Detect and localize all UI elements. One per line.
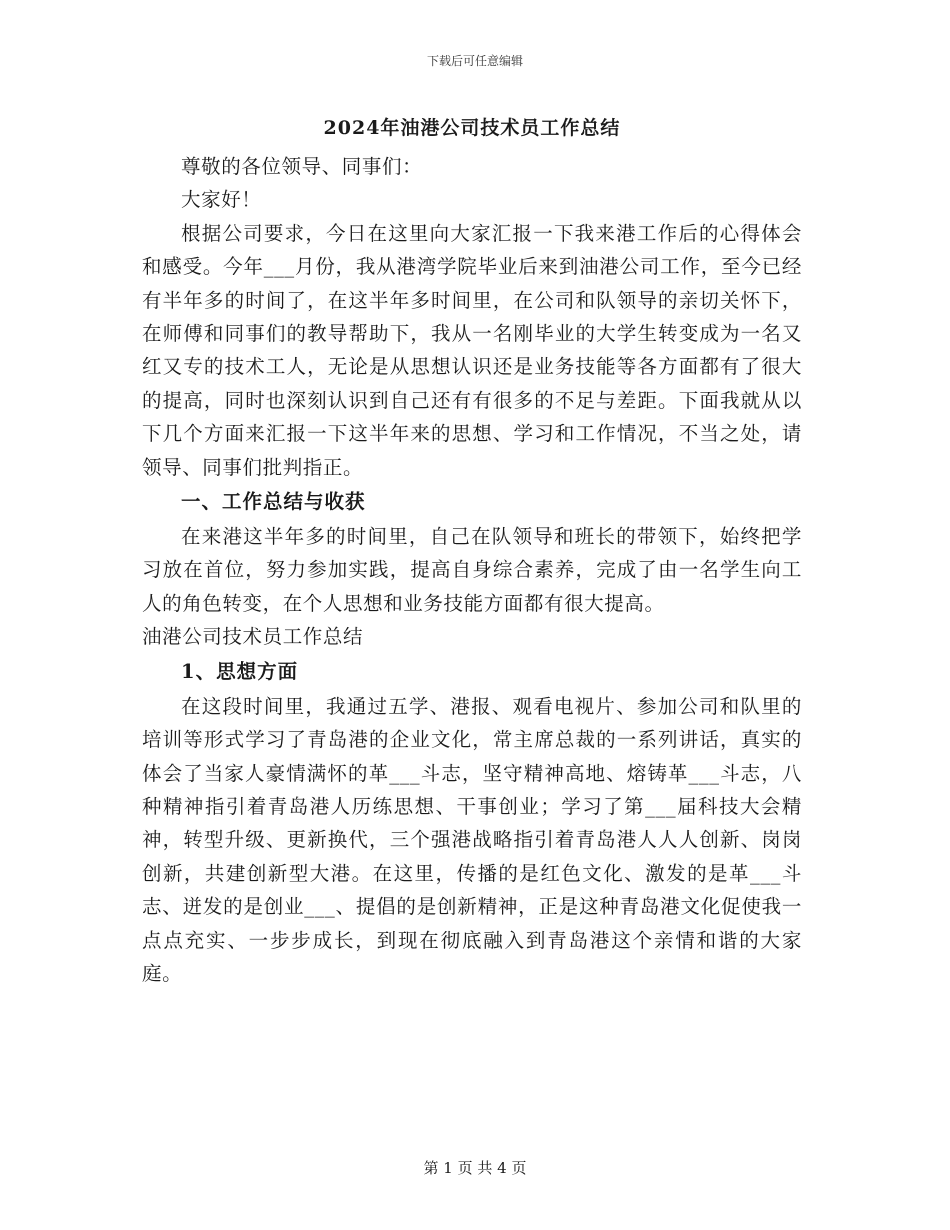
greeting: 大家好！ <box>181 188 262 212</box>
page-header-note: 下载后可任意编辑 <box>426 54 523 68</box>
subsection-paragraph-thought: 在这段时间里，我通过五学、港报、观看电视片、参加公司和队里的培训等形式学习了青岛港的企业文化，常主席总裁的一系列讲话，真实的体会了当家人豪情满怀的革___斗志，坚守精神高地、熔铸革___斗志，八种精神指引着青岛港人历练思想、干事创业；学习了第___届科技大会精神，转型升级、更新换代，三个强港战略指引着青岛港人人人创新、岗岗创新，共建创新型大港。在这里，传播的是红色文化、激发的是革___斗志、迸发的是创业___、提倡的是创新精神，正是这种青岛港文化促使我一点点充实、一步步成长，到现在彻底融入到青岛港这个亲情和谐的大家庭。 <box>142 694 802 985</box>
salutation: 尊敬的各位领导、同事们： <box>181 155 423 178</box>
intro-paragraph: 根据公司要求，今日在这里向大家汇报一下我来港工作后的心得体会和感受。今年___月份，我从港湾学院毕业后来到油港公司工作，至今已经有半年多的时间了，在这半年多时间里，在公司和队领导的亲切关怀下，在师傅和同事们的教导帮助下，我从一名刚毕业的大学生转变成为一名又红又专的技术工人，无论是从思想认识还是业务技能等各方面都有了很大的提高，同时也深刻认识到自己还有有很多的不足与差距。下面我就从以下几个方面来汇报一下这半年来的思想、学习和工作情况，不当之处，请领导、同事们批判指正。 <box>142 221 802 479</box>
subsection-heading-thought: 1、思想方面 <box>181 659 299 683</box>
page-footer: 第 1 页 共 4 页 <box>423 1159 527 1177</box>
section-heading-work-summary: 一、工作总结与收获 <box>181 490 366 514</box>
inline-title: 油港公司技术员工作总结 <box>142 625 364 649</box>
document-body <box>142 112 802 990</box>
document-title: 2024年油港公司技术员工作总结 <box>323 117 621 139</box>
section-paragraph-work-summary: 在来港这半年多的时间里，自己在队领导和班长的带领下，始终把学习放在首位，努力参加实践，提高自身综合素养，完成了由一名学生向工人的角色转变，在个人思想和业务技能方面都有很大提高。 <box>142 525 802 615</box>
